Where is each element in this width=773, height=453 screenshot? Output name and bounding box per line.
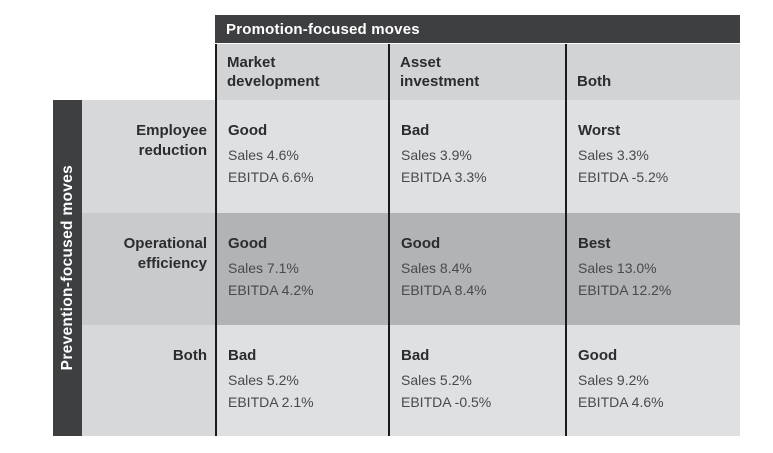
column-axis-title-bar — [215, 15, 740, 43]
row-axis-title: Prevention-focused moves — [58, 165, 76, 371]
cell-rating: Bad — [228, 347, 257, 364]
cell-ebitda: EBITDA -5.2% — [578, 169, 669, 185]
cell-sales: Sales 4.6% — [228, 147, 299, 163]
cell-sales: Sales 13.0% — [578, 260, 657, 276]
cell-sales: Sales 3.3% — [578, 147, 649, 163]
cell-sales: Sales 9.2% — [578, 372, 649, 388]
cell-rating: Worst — [578, 122, 621, 139]
column-header-market-development: Market development — [215, 44, 388, 100]
cell-operational-efficiency-market-development — [215, 213, 388, 325]
cell-sales: Sales 5.2% — [228, 372, 299, 388]
matrix-row-both — [215, 325, 740, 436]
cell-both-market-development — [215, 325, 388, 436]
cell-employee-reduction-asset-investment — [388, 100, 565, 213]
matrix-row-operational-efficiency — [215, 213, 740, 325]
cell-ebitda: EBITDA 4.2% — [228, 282, 314, 298]
cell-rating: Good — [228, 122, 268, 139]
row-header-column — [82, 100, 215, 436]
cell-employee-reduction-market-development — [215, 100, 388, 213]
cell-sales: Sales 8.4% — [401, 260, 472, 276]
cell-operational-efficiency-asset-investment — [388, 213, 565, 325]
cell-rating: Good — [578, 347, 618, 364]
cell-sales: Sales 7.1% — [228, 260, 299, 276]
cell-rating: Bad — [401, 347, 430, 364]
row-axis-title-bar — [53, 100, 82, 436]
cell-both-both — [565, 325, 740, 436]
cell-employee-reduction-both — [565, 100, 740, 213]
column-header-row — [215, 44, 740, 100]
column-header-asset-investment: Asset investment — [388, 44, 565, 100]
cell-operational-efficiency-both — [565, 213, 740, 325]
row-header-operational-efficiency: Operational efficiency — [82, 213, 215, 325]
cell-ebitda: EBITDA 12.2% — [578, 282, 672, 298]
column-axis-title: Promotion-focused moves — [226, 21, 420, 38]
matrix-row-employee-reduction — [215, 100, 740, 213]
cell-ebitda: EBITDA 6.6% — [228, 169, 314, 185]
cell-sales: Sales 5.2% — [401, 372, 472, 388]
cell-both-asset-investment — [388, 325, 565, 436]
cell-sales: Sales 3.9% — [401, 147, 472, 163]
cell-rating: Good — [228, 235, 268, 252]
cell-ebitda: EBITDA 4.6% — [578, 394, 664, 410]
column-header-both: Both — [565, 44, 740, 100]
cell-ebitda: EBITDA 2.1% — [228, 394, 314, 410]
matrix-grid — [215, 100, 740, 436]
cell-ebitda: EBITDA -0.5% — [401, 394, 492, 410]
cell-rating: Best — [578, 235, 611, 252]
cell-rating: Good — [401, 235, 441, 252]
cell-ebitda: EBITDA 3.3% — [401, 169, 487, 185]
cell-ebitda: EBITDA 8.4% — [401, 282, 487, 298]
row-header-both: Both — [82, 325, 215, 436]
row-header-employee-reduction: Employee reduction — [82, 100, 215, 213]
cell-rating: Bad — [401, 122, 430, 139]
